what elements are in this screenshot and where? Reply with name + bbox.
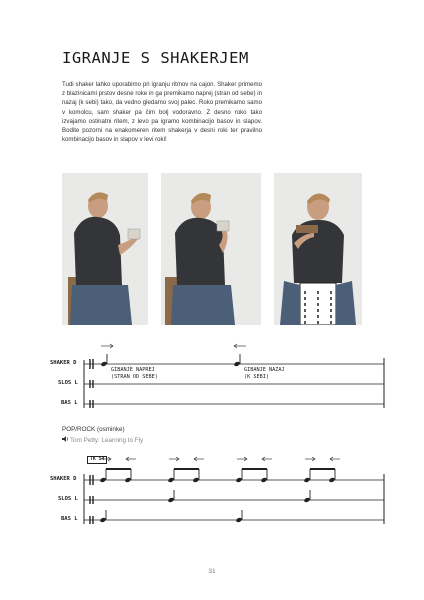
staff2-label-sl: SLOS L (58, 496, 78, 502)
staff-label-sl: SLOS L (58, 380, 78, 386)
annotation-forward-line1: GIBANJE NAPREJ (111, 367, 155, 373)
staff-label-bas: BAS L (61, 400, 78, 406)
annotation-back (244, 367, 285, 381)
body-paragraph: Tudi shaker lahko uporabimo pri igranju ritmov na cajon. Shaker primemo z blazinicami prstov desne roke in ga premikamo naprej (stran od sebe) in nazaj (k sebi) tako, da vedno gledamo svoj palec. Roko premikamo samo v komolcu, sam shaker pa čim bolj vodoravno. Z desno roko tako izvajamo ostinatni ritem, z levo pa igramo kombinacijo basov in slapov. Bodite pozorni na enakomeren ritem shakerja v desni roki ter pravilno kombinacijo basov in slapov v levi roki! (62, 81, 262, 144)
staff-label-shaker: SHAKER D (50, 360, 77, 366)
speaker-icon (62, 436, 70, 444)
page-number: 31 (208, 568, 216, 575)
annotation-forward (111, 367, 158, 381)
track-badge: TK 54 (87, 456, 107, 464)
annotation-back-line2: (K SEBI) (244, 374, 269, 380)
song-title: Tom Petty: Learning to Fly (70, 437, 144, 444)
annotation-back-line1: GIBANJE NAZAJ (244, 367, 285, 373)
annotation-forward-line2: (STRAN OD SEBE) (111, 374, 158, 380)
example-style: POP/ROCK (osminke) (62, 426, 125, 433)
page-title: IGRANJE S SHAKERJEM (62, 49, 249, 67)
example-song (62, 436, 143, 444)
staff2-label-bas: BAS L (61, 516, 78, 522)
staff2-label-shaker: SHAKER D (50, 476, 77, 482)
